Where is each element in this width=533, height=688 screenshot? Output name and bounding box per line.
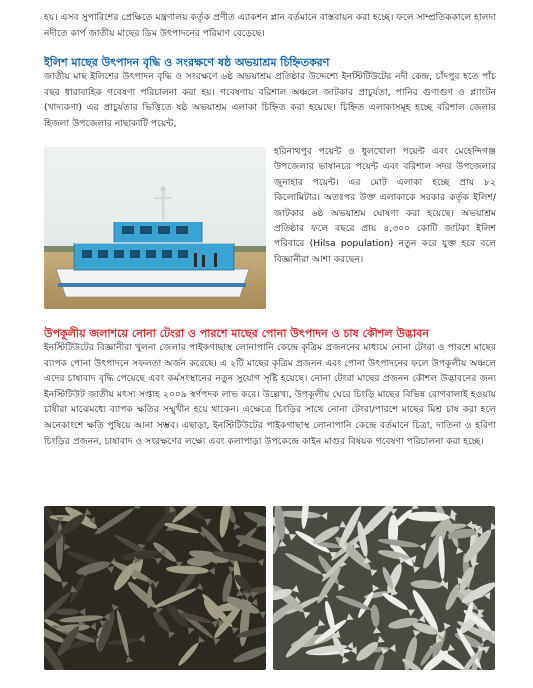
section2-heading: উপকূলীয় জলাশয়ে নোনা টেংরা ও পারশে মাছের পোনা উৎপাদন ও চাষ কৌশল উদ্ভাবন: [44, 327, 429, 340]
intro-paragraph: হয়। এসব সুপারিশের প্রেক্ষিতে মন্ত্রণালয় কর্তৃক প্রণীত এ্যাকশন প্লান বর্তমানে বাস্তবায়ন করা হচ্ছে। ফলে সাম্প্রতিককালে হালদা নদীতে কার্প জাতীয় মাছের ডিম উৎপাদনের পরিমাণ বেড়েছে।: [44, 12, 496, 39]
research-boat-photo: [44, 147, 266, 309]
section1-paragraph: জাতীয় মাছ ইলিশের উৎপাদন বৃদ্ধি ও সংরক্ষণে ৬ষ্ঠ অভয়াশ্রম প্রতিষ্ঠার উদ্দেশ্যে ইনস্টিটিউটের নদী কেন্দ্র, চাঁদপুর হতে পাঁচ বছর ধারাবাহিক গবেষণা পরিচালনা করা হয়। গবেষণায় বরিশাল অঞ্চলে জাটকার প্রাচুর্যতা, পানির গুণাগুণ ও প্ল্যাংটন (খাদ্যকণা) এর প্রাচুর্যতার ভিত্তিতে ষষ্ঠ অভয়াশ্রম এলাকা চিহ্নিত করা হয়েছে। চিহ্নিত এলাকাসমূহ হচ্ছে বরিশাল জেলার হিজলা উপজেলার নাছাকাটি পয়েন্ট,: [44, 71, 496, 129]
section1-side-paragraph: হরিনাথপুর পয়েন্ট ও ধুলখোলা পয়েন্ট এবং মেহেন্দিগঞ্জ উপজেলার ভাষানচর পয়েন্ট এবং বরিশাল সদর উপজেলার জুনাহার পয়েন্ট। এর মোট এলাকা হচ্ছে প্রায় ৮২ কিলোমিটার। অতঃপর উক্ত এলাকাকে সরকার কর্তৃক ইলিশ/জাটকার ৬ষ্ঠ অভয়াশ্রম ঘোষণা করা হয়েছে। অভয়াশ্রম প্রতিষ্ঠার ফলে বছরে প্রায় ৪,৩০০ কোটি জাটকা ইলিশ পরিবারে (Hilsa population) নতুন করে যুক্ত হবে বলে বিজ্ঞানীরা আশা করছেন।: [274, 146, 496, 265]
section1-heading: ইলিশ মাছের উৎপাদন বৃদ্ধি ও সংরক্ষণে ষষ্ঠ অভয়াশ্রম চিহ্নিতকরণ: [44, 56, 330, 69]
fingerlings-photo: [44, 506, 266, 670]
section2-paragraph: ইনস্টিটিউটের বিজ্ঞানীরা খুলনা জেলার পাইকগাছাস্থ লোনাপানি কেন্দ্রে কৃত্রিম প্রজননের মাধ্যমে নোনা টেংরা ও পারশে মাছের ব্যাপক পোনা উৎপাদনে সফলতা অর্জন করেছে। এ ২টি মাছের কৃত্রিম প্রজনন এবং পোনা উৎপাদনের ফলে উপকূলীয় অঞ্চলে এদের চাষাবাদ বৃদ্ধি পেয়েছে এবং কর্মসংস্থানের নতুন সুযোগ সৃষ্টি হয়েছে। নোনা টেংরা মাছের প্রজনন কৌশল উদ্ভাবনের জন্য ইনস্টিটিউট জাতীয় মৎস্য সপ্তাহ ২০০৯ স্বর্ণপদক লাভ করে। উল্লেখ্য, উপকূলীয় ঘেরে চিংড়ি মাছের বিভিন্ন রোগবালাই হওয়ায় চাষীরা মাঝেমধ্যে ব্যাপক ক্ষতির সম্মুখীন হয়ে থাকেন। এক্ষেত্রে চিংড়ির সাথে নোনা টেংরা/পারশে মাছের মিশ্র চাষ করা হলে অনেকাংশে ক্ষতি পুষিয়ে আনা সম্ভব। এছাড়া, ইনস্টিটিউটের পাইকগাছাস্থ লোনাপানি কেন্দ্রে বর্তমানে চিত্রা, দাতিনা ও হরিণা চিংড়ির প্রজনন, চাষাবাদ ও সংরক্ষণের লক্ষ্যে এবং কলাপাড়া উপকেন্দ্রে কাইন মাগুর বিষয়ক গবেষণা পরিচালনা করা হচ্ছে।: [44, 342, 496, 447]
parshe-fish-photo: [273, 506, 495, 670]
